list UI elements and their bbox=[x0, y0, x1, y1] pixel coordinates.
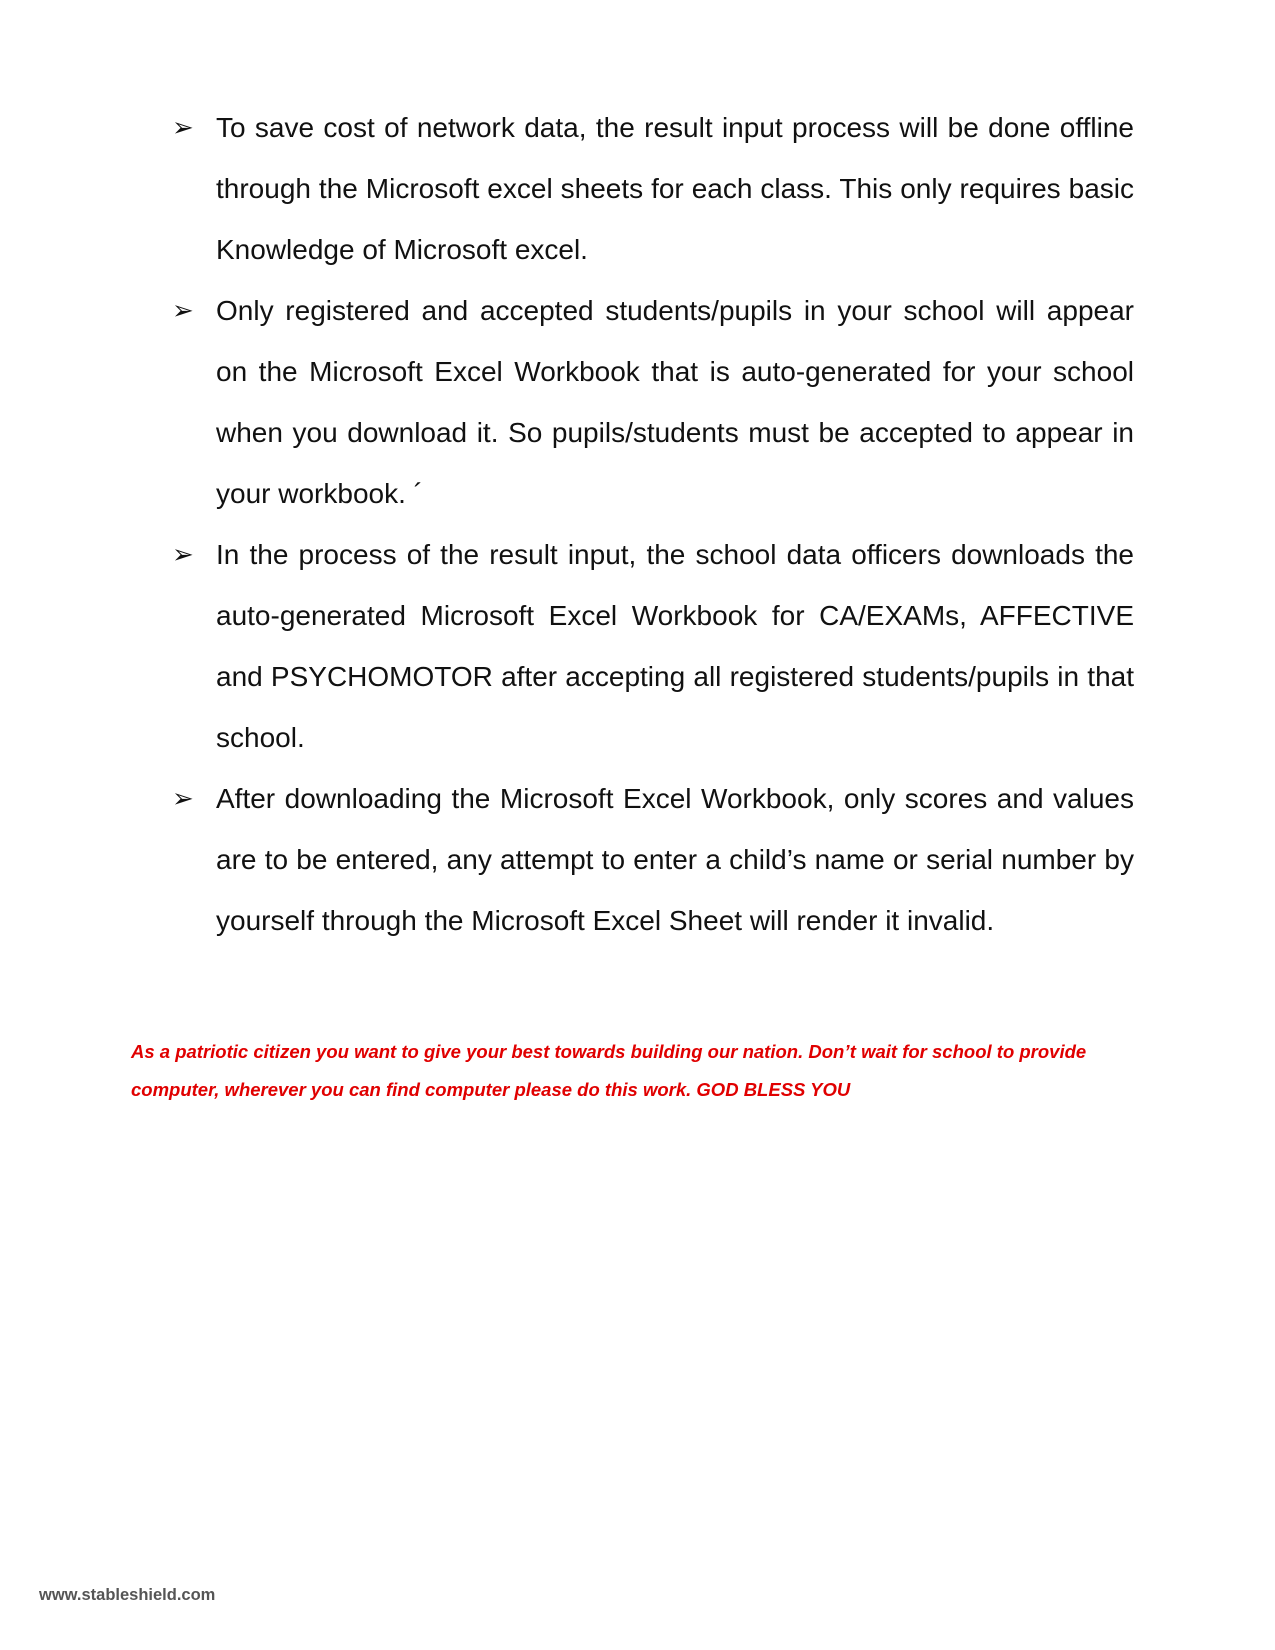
bullet-text: After downloading the Microsoft Excel Workbook, only scores and values are to be entered, any attempt to enter a child’s name or serial number by yourself through the Microsoft Excel Sheet will render it invalid. bbox=[216, 783, 1134, 936]
arrow-bullet-icon: ➢ bbox=[172, 539, 194, 569]
bullet-item-result-input-process bbox=[172, 524, 1134, 768]
bullet-text: To save cost of network data, the result input process will be done offline through the Microsoft excel sheets for each class. This only requires basic Knowledge of Microsoft excel. bbox=[216, 112, 1134, 265]
patriotic-note: As a patriotic citizen you want to give your best towards building our nation. Don’t wait for school to provide computer, wherever you can find computer please do this work. GOD BLESS YOU bbox=[131, 1041, 1087, 1100]
footer-website-url: www.stableshield.com bbox=[39, 1586, 216, 1604]
instruction-bullet-list bbox=[172, 97, 1134, 951]
arrow-bullet-icon: ➢ bbox=[172, 295, 194, 325]
bullet-item-scores-only bbox=[172, 768, 1134, 951]
bullet-text: In the process of the result input, the school data officers downloads the auto-generated Microsoft Excel Workbook for CA/EXAMs, AFFECTIVE and PSYCHOMOTOR after accepting all registered students/pupils in that school. bbox=[216, 539, 1134, 753]
bullet-item-registered-students bbox=[172, 280, 1134, 524]
bullet-item-network-data bbox=[172, 97, 1134, 280]
arrow-bullet-icon: ➢ bbox=[172, 112, 194, 142]
arrow-bullet-icon: ➢ bbox=[172, 783, 194, 813]
bullet-text: Only registered and accepted students/pupils in your school will appear on the Microsoft Excel Workbook that is auto-generated for your school when you download it. So pupils/students must be accepted to appear in your workbook. ´ bbox=[216, 295, 1134, 509]
